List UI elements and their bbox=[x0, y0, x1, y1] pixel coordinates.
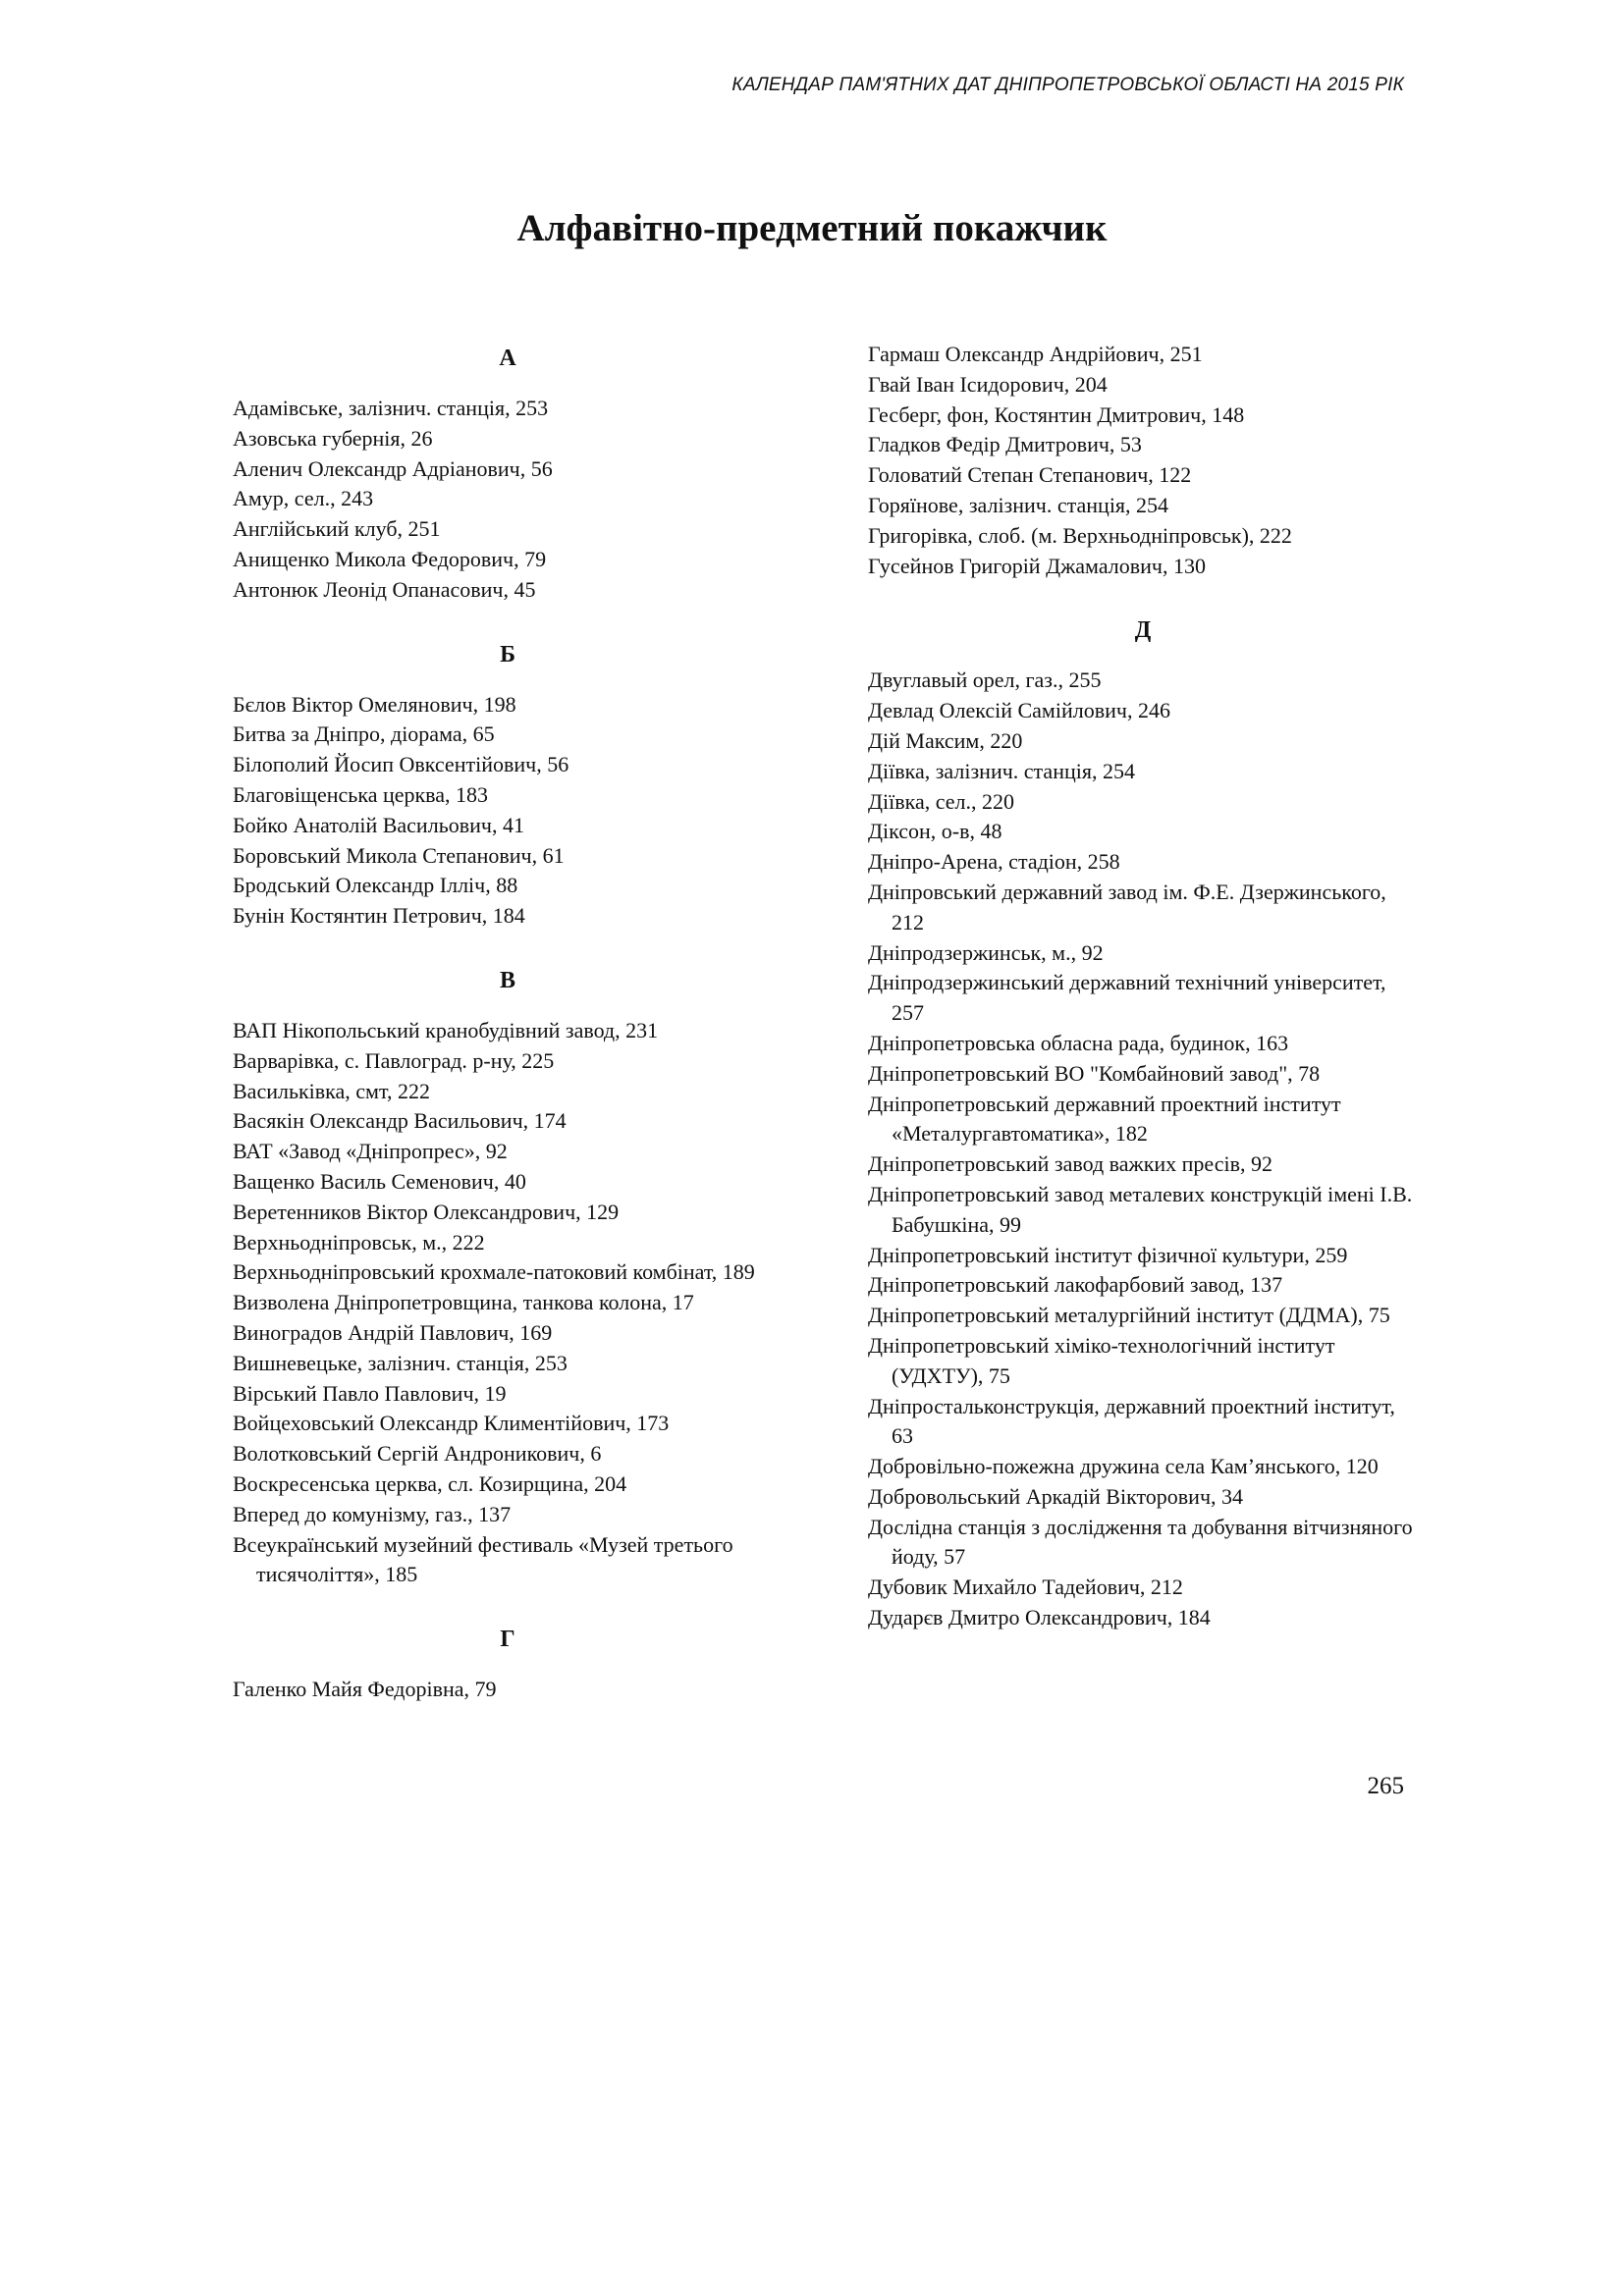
index-entry: Бойко Анатолій Васильович, 41 bbox=[233, 812, 524, 837]
index-entry: Гвай Іван Ісидорович, 204 bbox=[868, 371, 1108, 397]
index-entry: Бродський Олександр Ілліч, 88 bbox=[233, 873, 518, 898]
index-entry: Аленич Олександр Адріанович, 56 bbox=[233, 455, 553, 481]
running-header: КАЛЕНДАР ПАМ'ЯТНИХ ДАТ ДНІПРОПЕТРОВСЬКОЇ ОБЛАСТІ НА 2015 РІК bbox=[731, 75, 1404, 95]
index-entry: Дударєв Дмитро Олександрович, 184 bbox=[868, 1605, 1211, 1630]
index-column-right bbox=[868, 340, 1418, 1633]
index-entry: Англійський клуб, 251 bbox=[233, 516, 441, 542]
index-entry: Войцеховський Олександр Климентійович, 173 bbox=[233, 1411, 670, 1436]
section-letter-heading: А bbox=[499, 346, 516, 371]
index-entry: Верхньодніпровськ, м., 222 bbox=[233, 1229, 485, 1255]
index-entry: Дніпропетровський хіміко-технологічний інститут (УДХТУ), 75 bbox=[868, 1332, 1335, 1388]
index-entry: Благовіщенська церква, 183 bbox=[233, 781, 489, 807]
index-entry: Дніпропетровський інститут фізичної культури, 259 bbox=[868, 1242, 1348, 1267]
section-letter-heading: Б bbox=[500, 641, 515, 667]
index-entry: Дніпропетровський завод важких пресів, 92 bbox=[868, 1151, 1273, 1177]
index-entry: Гусейнов Григорій Джамалович, 130 bbox=[868, 553, 1206, 578]
index-entry: Ващенко Василь Семенович, 40 bbox=[233, 1168, 526, 1194]
index-section bbox=[233, 640, 783, 932]
index-entry: Бунін Костянтин Петрович, 184 bbox=[233, 903, 525, 929]
index-entry: Амур, сел., 243 bbox=[233, 486, 374, 511]
index-entry: Дніпропетровський лакофарбовий завод, 137 bbox=[868, 1272, 1283, 1298]
index-section bbox=[233, 1625, 783, 1705]
index-entry: Вишневецьке, залізнич. станція, 253 bbox=[233, 1350, 568, 1375]
index-entry: Васильківка, смт, 222 bbox=[233, 1078, 430, 1103]
index-entry: Добровольський Аркадій Вікторович, 34 bbox=[868, 1483, 1244, 1509]
page-title: Алфавітно-предметний покажчик bbox=[516, 207, 1108, 249]
index-entry: ВАТ «Завод «Дніпропрес», 92 bbox=[233, 1139, 508, 1164]
index-entry: Гладков Федір Дмитрович, 53 bbox=[868, 432, 1142, 457]
index-entry: Дніпровський державний завод ім. Ф.Е. Дзержинського, 212 bbox=[868, 879, 1386, 934]
index-section bbox=[233, 966, 783, 1590]
index-entry: Бєлов Віктор Омелянович, 198 bbox=[233, 691, 516, 717]
index-entry: Дніпропетровський завод металевих конструкцій імені І.В. Бабушкіна, 99 bbox=[868, 1181, 1413, 1237]
page-number: 265 bbox=[1367, 1773, 1404, 1799]
index-entry: Верхньодніпровський крохмале-патоковий комбінат, 189 bbox=[233, 1259, 755, 1285]
index-entry: Дніпропетровська обласна рада, будинок, 163 bbox=[868, 1030, 1289, 1055]
section-letter-heading: Г bbox=[500, 1627, 515, 1653]
index-entry: Дніпростальконструкція, державний проектний інститут, 63 bbox=[868, 1393, 1395, 1449]
section-letter-heading: Д bbox=[1134, 617, 1152, 644]
index-entry: Битва за Дніпро, діорама, 65 bbox=[233, 721, 495, 747]
index-entry: Антонюк Леонід Опанасович, 45 bbox=[233, 576, 536, 602]
index-entry: Головатий Степан Степанович, 122 bbox=[868, 462, 1192, 488]
index-section bbox=[868, 340, 1418, 581]
index-column-left bbox=[233, 309, 783, 1705]
index-entry: Веретенников Віктор Олександрович, 129 bbox=[233, 1199, 620, 1224]
index-entry: Воскресенська церква, сл. Козирщина, 204 bbox=[233, 1470, 627, 1496]
index-section bbox=[233, 344, 783, 606]
index-entry: Гармаш Олександр Андрійович, 251 bbox=[868, 342, 1203, 366]
index-section bbox=[868, 615, 1418, 1633]
index-entry: Вперед до комунізму, газ., 137 bbox=[233, 1501, 512, 1526]
index-entry: Галенко Майя Федорівна, 79 bbox=[233, 1677, 497, 1702]
index-entry: Виноградов Андрій Павлович, 169 bbox=[233, 1319, 553, 1345]
index-entry: Дніпродзержинський державний технічний університет, 257 bbox=[868, 970, 1386, 1026]
index-entry: Дніпропетровський металургійний інститут (ДДМА), 75 bbox=[868, 1303, 1390, 1328]
index-entry: Добровільно-пожежна дружина села Кам’янського, 120 bbox=[868, 1454, 1379, 1479]
index-entry: Дослідна станція з дослідження та добування вітчизняного йоду, 57 bbox=[868, 1514, 1413, 1570]
index-entry: Всеукраїнський музейний фестиваль «Музей третього тисячоліття», 185 bbox=[233, 1531, 733, 1587]
index-entry: Азовська губернія, 26 bbox=[233, 425, 433, 451]
index-entry: Дніпро-Арена, стадіон, 258 bbox=[868, 849, 1120, 875]
index-entry: Варварівка, с. Павлоград. р-ну, 225 bbox=[233, 1047, 555, 1073]
index-entry: Григорівка, слоб. (м. Верхньодніпровськ), 222 bbox=[868, 522, 1292, 548]
index-entry: ВАП Нікопольський кранобудівний завод, 231 bbox=[233, 1017, 659, 1042]
index-entry: Боровський Микола Степанович, 61 bbox=[233, 842, 565, 868]
index-entry: Дій Максим, 220 bbox=[868, 727, 1023, 753]
index-entry: Горяїнове, залізнич. станція, 254 bbox=[868, 492, 1169, 517]
index-entry: Вірський Павло Павлович, 19 bbox=[233, 1380, 507, 1406]
section-letter-heading: В bbox=[499, 967, 515, 993]
index-entry: Адамівське, залізнич. станція, 253 bbox=[233, 396, 549, 420]
index-entry: Девлад Олексій Самійлович, 246 bbox=[868, 698, 1170, 723]
index-entry: Діксон, о-в, 48 bbox=[868, 819, 1002, 844]
index-entry: Двуглавый орел, газ., 255 bbox=[868, 667, 1102, 693]
index-entry: Волотковський Сергій Андроникович, 6 bbox=[233, 1441, 602, 1467]
index-entry: Діївка, залізнич. станція, 254 bbox=[868, 758, 1135, 783]
index-entry: Гесберг, фон, Костянтин Дмитрович, 148 bbox=[868, 401, 1245, 427]
index-entry: Дніпропетровський ВО "Комбайновий завод", 78 bbox=[868, 1060, 1321, 1086]
index-entry: Дніпродзержинськ, м., 92 bbox=[868, 939, 1104, 965]
index-entry: Дубовик Михайло Тадейович, 212 bbox=[868, 1575, 1183, 1600]
index-entry: Дніпропетровський державний проектний інститут «Металургавтоматика», 182 bbox=[868, 1091, 1341, 1147]
index-entry: Білополий Йосип Овксентійович, 56 bbox=[233, 752, 569, 777]
index-entry: Визволена Дніпропетровщина, танкова колона, 17 bbox=[233, 1290, 694, 1315]
index-entry: Діївка, сел., 220 bbox=[868, 788, 1015, 814]
index-entry: Анищенко Микола Федорович, 79 bbox=[233, 546, 547, 571]
index-entry: Васякін Олександр Васильович, 174 bbox=[233, 1108, 567, 1134]
